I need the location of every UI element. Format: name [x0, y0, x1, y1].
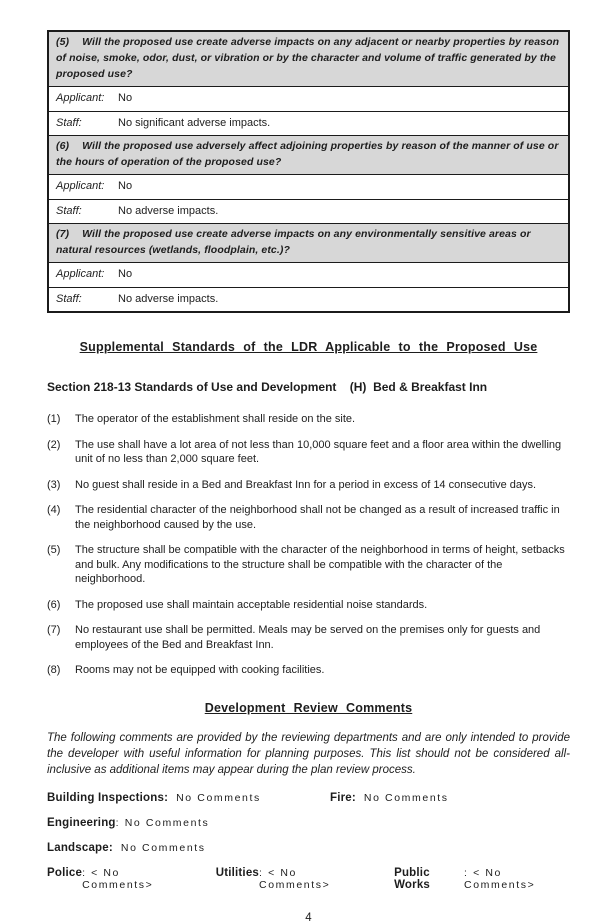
dept-value: : < No Comments> — [259, 866, 331, 891]
applicant-answer-row — [49, 174, 568, 198]
dept-label: Fire: — [330, 791, 356, 804]
dept-value: : < No Comments> — [82, 866, 154, 891]
standard-item-1 — [47, 412, 570, 427]
answer-label: Staff: — [56, 204, 82, 217]
item-text: Rooms may not be equipped with cooking facilities. — [75, 664, 325, 677]
dept-value: No Comments — [120, 841, 206, 854]
item-number: (7) — [47, 624, 61, 637]
item-text: No restaurant use shall be permitted. Meals may be served on the premises only for guests and employees of the Bed and Breakfast Inn. — [75, 624, 541, 651]
item-number: (4) — [47, 504, 61, 517]
utilities-comment — [216, 867, 362, 891]
question-number: (5) — [56, 36, 70, 48]
item-text: The use shall have a lot area of not less than 10,000 square feet and a floor area within the dwelling unit of no less than 2,000 square feet. — [75, 438, 562, 466]
standard-item-6 — [47, 598, 570, 613]
section-218-13-heading: Section 218-13 Standards of Use and Development (H) Bed & Breakfast Inn — [47, 380, 488, 395]
engineering-comment — [47, 817, 209, 829]
question-number: (6) — [56, 139, 70, 152]
item-number: (6) — [47, 598, 61, 611]
item-number: (1) — [47, 413, 61, 426]
item-text: The operator of the establishment shall reside on the site. — [75, 413, 356, 426]
dept-row-building-fire — [47, 792, 570, 804]
question-row-6 — [49, 135, 568, 175]
dept-label: Public Works — [394, 866, 431, 891]
answer-value: No significant adverse impacts. — [118, 116, 271, 129]
standard-item-4 — [47, 503, 570, 532]
standards-list — [47, 412, 570, 678]
dept-label: Engineering — [47, 816, 116, 829]
item-text: The proposed use shall maintain acceptable residential noise standards. — [75, 598, 428, 611]
review-intro-paragraph: The following comments are provided by the reviewing departments and are only intended to provide the developer with useful information for planning purposes. This list should not be considered all-inclusive as additional items may appear during the plan review process. — [47, 731, 570, 777]
item-text: No guest shall reside in a Bed and Breakfast Inn for a period in excess of 14 consecutive days. — [75, 478, 537, 491]
fire-comment — [330, 792, 449, 804]
item-text: The residential character of the neighborhood shall not be changed as a result of increased traffic in the neighborhood caused by the use. — [75, 504, 560, 531]
dept-label: Landscape: — [47, 841, 113, 854]
dept-row-engineering — [47, 817, 570, 829]
dept-label: Police — [47, 866, 83, 879]
building-inspections-comment — [47, 792, 330, 804]
answer-value: No adverse impacts. — [118, 292, 219, 305]
item-number: (2) — [47, 438, 61, 451]
police-comment — [47, 867, 186, 891]
question-text: Will the proposed use adversely affect adjoining properties by reason of the manner of use or the hours of operation of the proposed use? — [56, 139, 559, 168]
staff-answer-row — [49, 199, 568, 223]
page-number: 4 — [305, 911, 312, 924]
question-row-7 — [49, 223, 568, 263]
answer-label: Applicant: — [56, 268, 105, 281]
question-number: (7) — [56, 227, 70, 240]
dept-row-police-utilities-publicworks — [47, 867, 570, 891]
dept-label: Utilities — [215, 866, 260, 879]
public-works-comment — [394, 867, 570, 891]
answer-value: No — [118, 92, 133, 105]
answer-label: Staff: — [56, 116, 82, 129]
item-number: (3) — [47, 478, 61, 491]
applicant-answer-row — [49, 262, 568, 286]
standard-item-8 — [47, 663, 570, 678]
standard-item-2 — [47, 438, 570, 467]
question-text: Will the proposed use create adverse impacts on any environmentally sensitive areas or natural resources (wetlands, floodplain, etc.)? — [56, 227, 531, 256]
dept-value: : No Comments — [115, 816, 210, 829]
answer-label: Applicant: — [56, 180, 105, 193]
answer-label: Staff: — [56, 292, 82, 305]
development-review-heading: Development Review Comments — [204, 700, 413, 715]
item-number: (8) — [47, 664, 61, 677]
standard-item-7 — [47, 623, 570, 652]
dept-value: : < No Comments> — [464, 866, 536, 891]
question-row-5 — [49, 32, 568, 86]
standard-item-5 — [47, 543, 570, 587]
impact-questions-table — [47, 30, 570, 313]
supplemental-standards-heading: Supplemental Standards of the LDR Applicable to the Proposed Use — [79, 340, 538, 355]
staff-answer-row — [49, 111, 568, 135]
answer-label: Applicant: — [56, 92, 105, 105]
item-text: The structure shall be compatible with the character of the neighborhood in terms of height, setbacks and bulk. Any modifications to the structure shall be compatible with the character of the neighborhood. — [75, 544, 565, 586]
question-text: Will the proposed use create adverse impacts on any adjacent or nearby properties by reason of noise, smoke, odor, dust, or vibration or by the character and volume of traffic generated by the proposed use? — [56, 36, 560, 80]
answer-value: No — [118, 268, 133, 281]
dept-row-landscape — [47, 842, 570, 854]
standard-item-3 — [47, 478, 570, 493]
dept-value: No Comments — [176, 791, 261, 804]
landscape-comment — [47, 842, 206, 854]
dept-label: Building Inspections: — [47, 791, 169, 804]
dept-value: No Comments — [363, 791, 449, 804]
staff-answer-row — [49, 287, 568, 311]
item-number: (5) — [47, 544, 61, 557]
applicant-answer-row — [49, 86, 568, 110]
answer-value: No — [118, 180, 133, 193]
answer-value: No adverse impacts. — [118, 204, 219, 217]
